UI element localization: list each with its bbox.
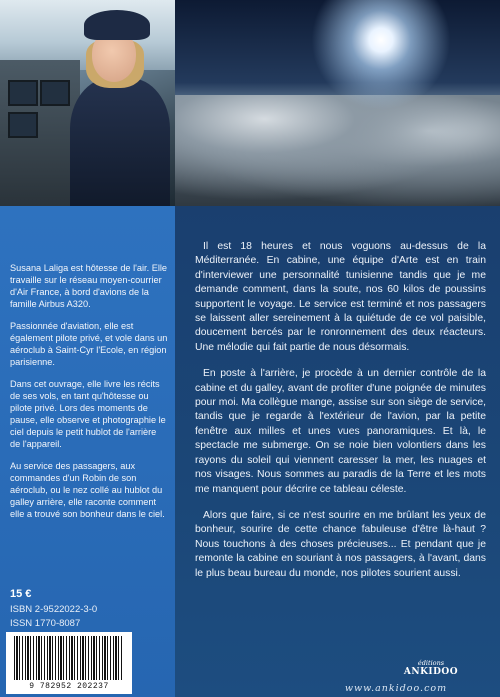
- excerpt-paragraph: En poste à l'arrière, je procède à un dernier contrôle de la cabine et du galley, avant de profiter d'une poignée de minutes pour moi. Ma collègue mange, assise sur son siège de service, tandis que je regarde à l'extérieur de l'avion, par la petite fenêtre aux milles et unes vues panoramiques. Et là, le spectacle me submerge. On se noie bien volontiers dans les rayons du soleil qui viennent caresser la mer, les nuages et nos visages. Nous sommes au paradis de la Terre et les mots me manquent pour décrire ce tableau céleste.: [195, 368, 486, 495]
- website: www.ankidoo.com: [344, 683, 448, 694]
- publisher-logo-name: ANKIDOO: [403, 667, 459, 677]
- barcode-bars: [14, 636, 124, 680]
- author-bio-paragraph: Au service des passagers, aux commandes d'un Robin de son aéroclub, ou le nez collé au hublot du galley arrière, elle raconte comment elle a trouvé son bonheur dans le ciel.: [10, 461, 165, 519]
- publisher-logo: [386, 660, 476, 677]
- barcode-digits: 9 782952 202237: [29, 682, 109, 691]
- author-bio-paragraph: Dans cet ouvrage, elle livre les récits de ses vols, en tant qu'hôtesse ou pilote privé. Lors des moments de pause, elle observe et photographie le ciel depuis le petit hublot de l'arrière de l'appareil.: [10, 379, 166, 449]
- author-bio-paragraph: Susana Laliga est hôtesse de l'air. Elle travaille sur le réseau moyen-courrier d'Air France, à bord d'avions de la famille Airbus A320.: [10, 263, 168, 309]
- excerpt-paragraph: Il est 18 heures et nous voguons au-dessus de la Méditerranée. En cabine, une équipe d'Arte est en train d'interviewer une personnalité tunisienne tandis que je me demande comment, dans la soute, nos 60 kilos de poussins supportent le voyage. Le service est terminé et nos passagers se laissent aller sereinement à la quiétude de ce vol paisible, doucement bercés par le ronronnement des deux réacteurs. Une mélodie qui fait partie de nous désormais.: [195, 241, 486, 353]
- excerpt-paragraph: Alors que faire, si ce n'est sourire en me brûlant les yeux de bonheur, sourire de cette chance fabuleuse d'être là-haut ? Nous touchons à des choses précieuses... Et pendant que je remonte la cabine en souriant à nos passagers, à l'avant, dans le plus beau bureau du monde, nos pilotes sourient aussi.: [195, 509, 486, 579]
- author-bio: [10, 262, 168, 530]
- author-photo: [0, 0, 175, 206]
- excerpt: [195, 240, 486, 593]
- author-bio-paragraph: Passionnée d'aviation, elle est également pilote privé, et vole dans un aéroclub à Saint-Cyr l'Ecole, en région parisienne.: [10, 321, 168, 367]
- issn: ISSN 1770-8087: [10, 618, 81, 629]
- price: 15 €: [10, 588, 32, 600]
- publisher-logo-small: éditions: [417, 659, 445, 667]
- sky-photo: [175, 0, 500, 206]
- isbn: ISBN 2-9522022-3-0: [10, 604, 98, 615]
- barcode: [6, 632, 132, 694]
